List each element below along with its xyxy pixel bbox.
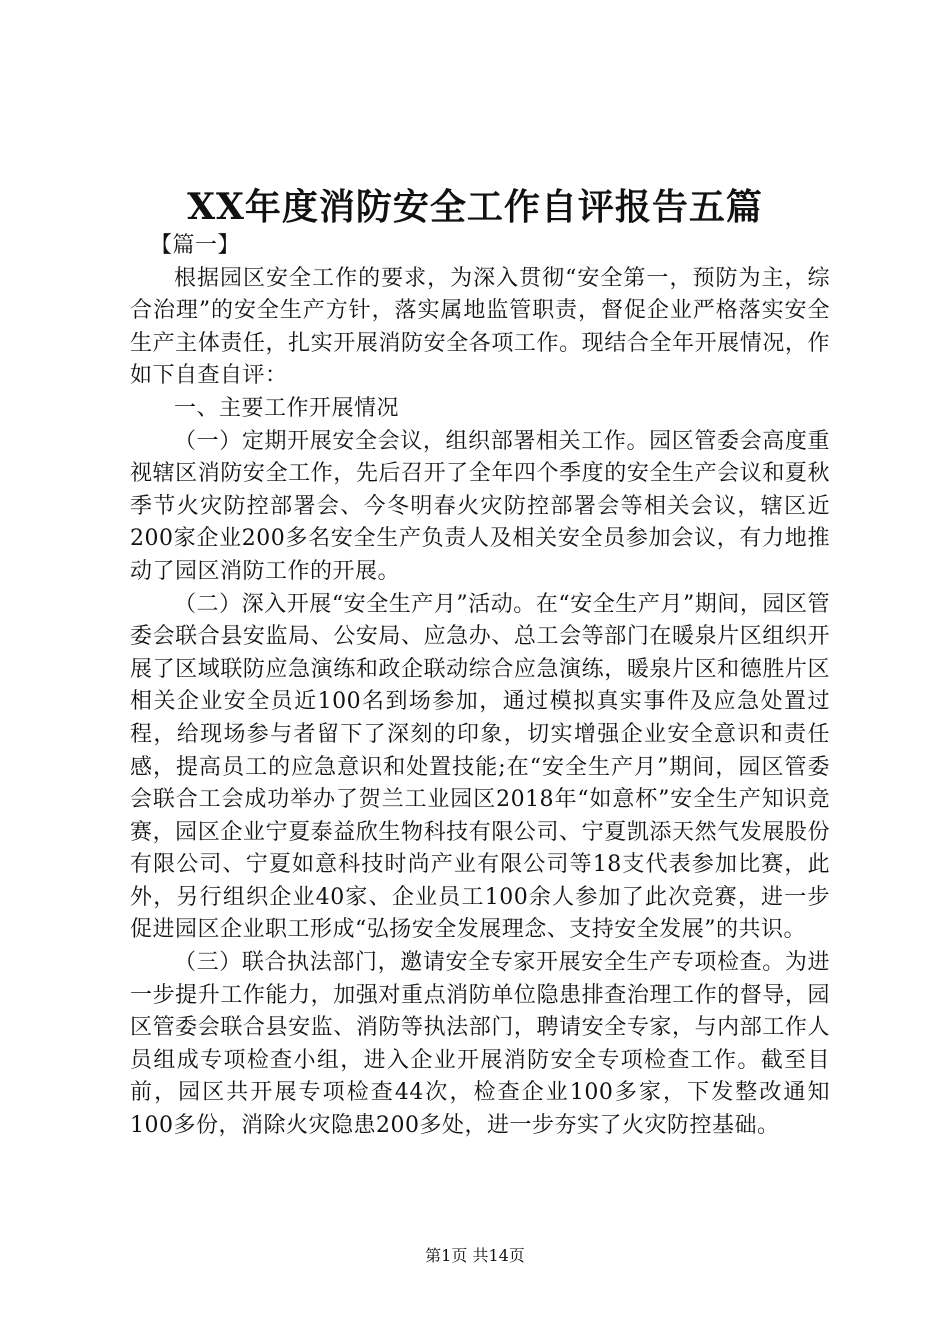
intro-paragraph: 根据园区安全工作的要求，为深入贯彻“安全第一，预防为主，综合治理”的安全生产方针，落实属地监管职责，督促企业严格落实安全生产主体责任，扎实开展消防安全各项工作。现结合全年开展情况，作如下自查自评： [130, 265, 830, 389]
paragraph-item-2: （二）深入开展“安全生产月”活动。在“安全生产月”期间，园区管委会联合县安监局、公安局、应急办、总工会等部门在暖泉片区组织开展了区域联防应急演练和政企联动综合应急演练，暖泉片区和德胜片区相关企业安全员近100名到场参加，通过模拟真实事件及应急处置过程，给现场参与者留下了深刻的印象，切实增强企业安全意识和责任感，提高员工的应急意识和处置技能;在“安全生产月”期间，园区管委会联合工会成功举办了贺兰工业园区2018年“如意杯”安全生产知识竞赛，园区企业宁夏泰益欣生物科技有限公司、宁夏凯添天然气发展股份有限公司、宁夏如意科技时尚产业有限公司等18支代表参加比赛，此外，另行组织企业40家、企业员工100余人参加了此次竞赛，进一步促进园区企业职工形成“弘扬安全发展理念、支持安全发展”的共识。 [130, 591, 830, 943]
paragraph-item-1: （一）定期开展安全会议，组织部署相关工作。园区管委会高度重视辖区消防安全工作，先后召开了全年四个季度的安全生产会议和夏秋季节火灾防控部署会、今冬明春火灾防控部署会等相关会议，辖区近200家企业200多名安全生产负责人及相关安全员参加会议，有力地推动了园区消防工作的开展。 [130, 428, 830, 584]
document-title: XX年度消防安全工作自评报告五篇 [187, 186, 763, 228]
document-body [130, 230, 830, 1143]
paragraph-item-3: （三）联合执法部门，邀请安全专家开展安全生产专项检查。为进一步提升工作能力，加强对重点消防单位隐患排查治理工作的督导，园区管委会联合县安监、消防等执法部门，聘请安全专家，与内部工作人员组成专项检查小组，进入企业开展消防安全专项检查工作。截至目前，园区共开展专项检查44次，检查企业100多家，下发整改通知100多份，消除火灾隐患200多处，进一步夯实了火灾防控基础。 [130, 950, 830, 1139]
page-footer: 第1页 共14页 [425, 1246, 525, 1265]
section-heading: 一、主要工作开展情况 [174, 395, 400, 421]
section-label: 【篇一】 [150, 233, 241, 258]
